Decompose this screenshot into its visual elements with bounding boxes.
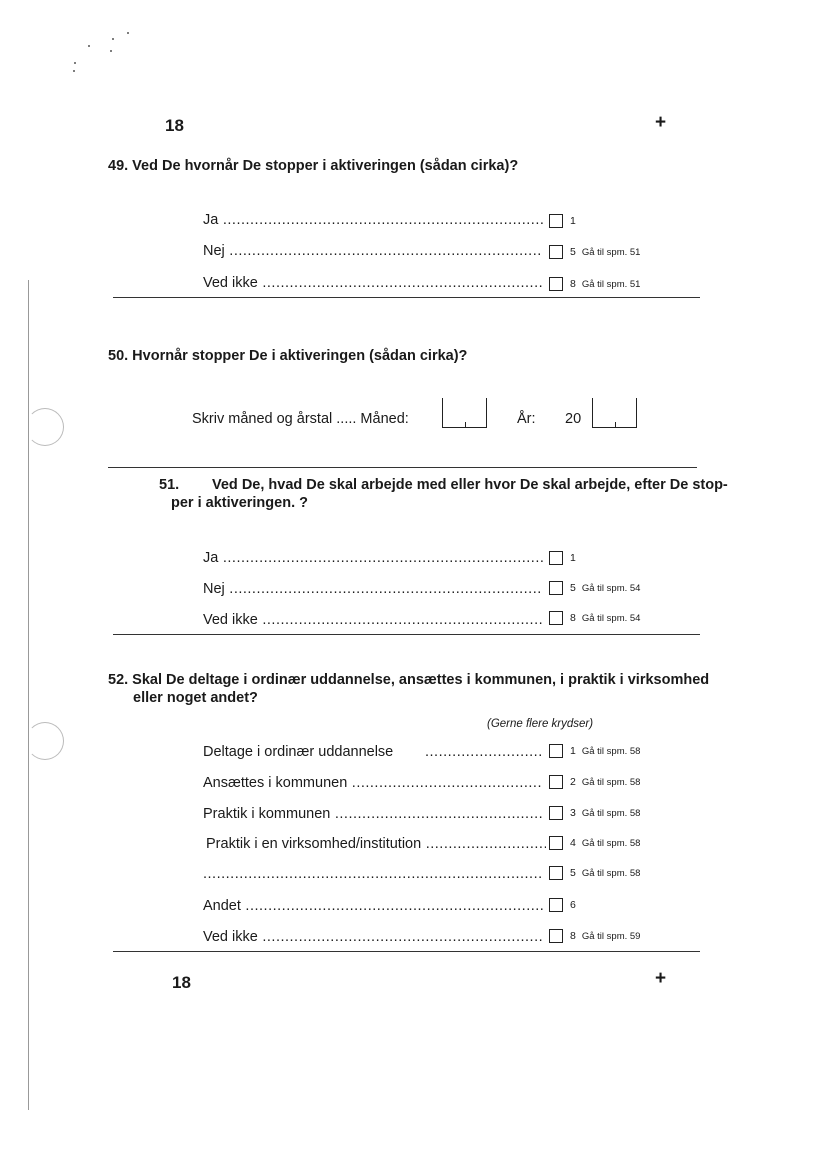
- q51-option-label: Ved ikke .....: [203, 612, 543, 628]
- divider: [113, 951, 700, 952]
- scan-edge-line: [28, 280, 29, 1110]
- scan-speck: [88, 45, 90, 47]
- q52-checkbox-5[interactable]: [549, 866, 563, 880]
- q52-checkbox-1[interactable]: [549, 744, 563, 758]
- punch-hole: [26, 408, 64, 446]
- q51-checkbox-nej[interactable]: [549, 581, 563, 595]
- q49-code: 5 Gå til spm. 51: [570, 246, 641, 258]
- q51-code: 8 Gå til spm. 54: [570, 612, 641, 624]
- month-input-box[interactable]: [442, 398, 487, 428]
- q52-option-label: Praktik i kommunen .....: [203, 806, 543, 822]
- scan-speck: [112, 38, 114, 40]
- q49-option-label: Ja .....: [203, 212, 543, 228]
- q52-option-label: Ved ikke .....: [203, 929, 543, 945]
- q49-checkbox-ja[interactable]: [549, 214, 563, 228]
- q51-option-label: Nej .....: [203, 581, 543, 597]
- q49-code: 8 Gå til spm. 51: [570, 278, 641, 290]
- year-prefix: 20: [565, 411, 582, 427]
- page-number-bottom: 18: [172, 973, 191, 992]
- q49-checkbox-nej[interactable]: [549, 245, 563, 259]
- question-49: 49. Ved De hvornår De stopper i aktiveringen (sådan cirka)?: [108, 158, 519, 174]
- q52-option-label: Praktik i en virksomhed/institution .....: [206, 836, 546, 852]
- q52-checkbox-6[interactable]: [549, 898, 563, 912]
- q49-option-label: Ved ikke .....: [203, 275, 543, 291]
- registration-mark-bottom: +: [655, 968, 667, 989]
- registration-mark-top: +: [655, 112, 667, 133]
- q52-checkbox-2[interactable]: [549, 775, 563, 789]
- q52-leader-dots: [425, 744, 543, 760]
- question-50: 50. Hvornår stopper De i aktiveringen (sådan cirka)?: [108, 348, 468, 364]
- q52-option-label: Andet .....: [203, 898, 543, 914]
- q51-checkbox-ved-ikke[interactable]: [549, 611, 563, 625]
- q52-code: 5 Gå til spm. 58: [570, 867, 641, 879]
- q52-option-label: Ansættes i kommunen .....: [203, 775, 543, 791]
- multiple-answers-note: (Gerne flere krydser): [487, 718, 594, 730]
- q52-code: 1 Gå til spm. 58: [570, 745, 641, 757]
- q50-instruction: Skriv måned og årstal ..... Måned:: [192, 411, 409, 427]
- q52-checkbox-8[interactable]: [549, 929, 563, 943]
- scan-speck: [110, 50, 112, 52]
- question-52: 52. Skal De deltage i ordinær uddannelse, ansættes i kommunen, i praktik i virksomhed: [108, 672, 710, 688]
- question-51: Ved De, hvad De skal arbejde med eller hvor De skal arbejde, efter De stop-: [212, 477, 728, 493]
- scan-speck: [73, 70, 75, 72]
- year-label: År:: [517, 411, 536, 427]
- q52-option-label: Deltage i ordinær uddannelse: [203, 744, 394, 760]
- divider: [108, 467, 697, 468]
- q49-option-label: Nej .....: [203, 243, 543, 259]
- year-input-box[interactable]: [592, 398, 637, 428]
- q51-code: 1: [570, 552, 576, 564]
- q52-code: 3 Gå til spm. 58: [570, 807, 641, 819]
- question-51-cont: per i aktiveringen. ?: [171, 495, 308, 511]
- q51-checkbox-ja[interactable]: [549, 551, 563, 565]
- q52-checkbox-4[interactable]: [549, 836, 563, 850]
- q51-option-label: Ja .....: [203, 550, 543, 566]
- divider: [113, 297, 700, 298]
- scan-speck: [74, 62, 76, 64]
- scan-speck: [127, 32, 129, 34]
- question-52-cont: eller noget andet?: [133, 690, 258, 706]
- q49-checkbox-ved-ikke[interactable]: [549, 277, 563, 291]
- q52-blank-line[interactable]: [203, 866, 543, 882]
- page-number-top: 18: [165, 116, 184, 135]
- q51-code: 5 Gå til spm. 54: [570, 582, 641, 594]
- q49-code: 1: [570, 215, 576, 227]
- q52-code: 2 Gå til spm. 58: [570, 776, 641, 788]
- q52-code: 8 Gå til spm. 59: [570, 930, 641, 942]
- divider: [113, 634, 700, 635]
- q52-code: 6: [570, 899, 576, 911]
- punch-hole: [26, 722, 64, 760]
- question-51-number: 51.: [159, 477, 180, 493]
- q52-checkbox-3[interactable]: [549, 806, 563, 820]
- q52-code: 4 Gå til spm. 58: [570, 837, 641, 849]
